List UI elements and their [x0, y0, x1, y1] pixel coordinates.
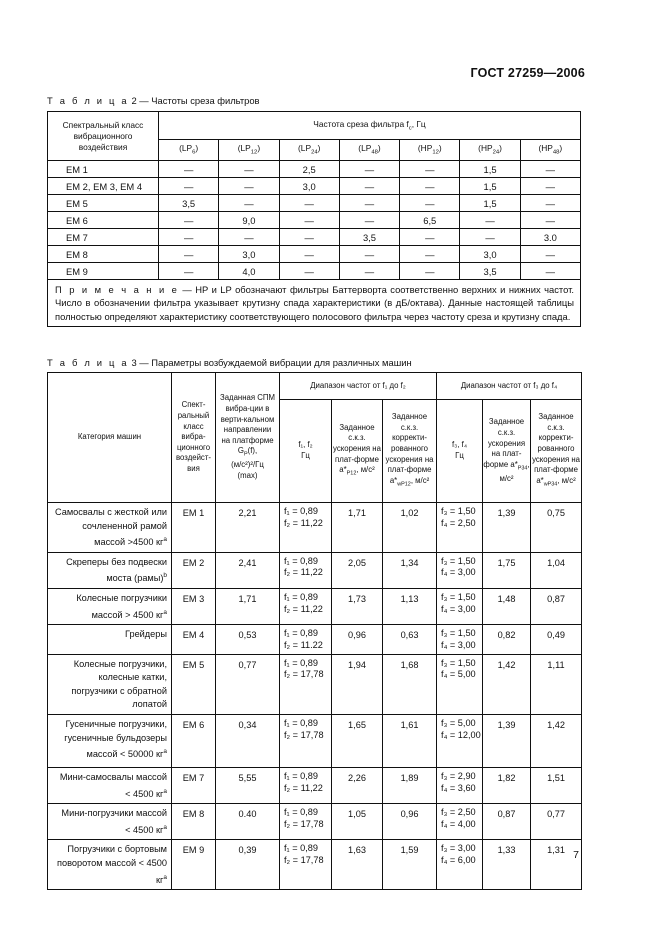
- aw12-cell: 0,96: [383, 804, 437, 840]
- value-cell: —: [279, 212, 339, 229]
- f12-cell: f₁ = 0,89 f₂ = 17,78: [280, 840, 332, 890]
- filter-header: $(LP_{48})$: [339, 139, 399, 160]
- a12-cell: 1,05: [332, 804, 383, 840]
- spm-cell: 5,55: [216, 767, 280, 803]
- table3-caption: [47, 357, 412, 368]
- value-cell: 1,5: [460, 178, 520, 195]
- class-cell: EM 6: [48, 212, 159, 229]
- aw34-cell: 0,49: [531, 625, 582, 654]
- value-cell: 2,5: [279, 161, 339, 178]
- filter-header: $(LP_{12})$: [219, 139, 279, 160]
- value-cell: —: [159, 212, 219, 229]
- table2-caption: [47, 95, 260, 106]
- class-cell: EM 4: [172, 625, 216, 654]
- value-cell: —: [279, 229, 339, 246]
- header-category: Категория машин: [48, 373, 172, 503]
- aw34-cell: 1,31: [531, 840, 582, 890]
- value-cell: —: [520, 246, 580, 263]
- class-cell: EM 2, EM 3, EM 4: [48, 178, 159, 195]
- filter-header: $(LP_6)$: [159, 139, 219, 160]
- header-f34: f₃, f₄ Гц: [437, 400, 483, 503]
- a34-cell: 1,39: [483, 714, 531, 767]
- spm-cell: 0,77: [216, 654, 280, 714]
- value-cell: —: [339, 246, 399, 263]
- value-cell: —: [520, 161, 580, 178]
- class-cell: EM 5: [172, 654, 216, 714]
- table-row: [48, 552, 582, 588]
- spm-cell: 2,41: [216, 552, 280, 588]
- value-cell: —: [159, 161, 219, 178]
- spm-cell: 0,53: [216, 625, 280, 654]
- category-cell: Скреперы без подвески моста (рамы)$^b$: [48, 552, 172, 588]
- value-cell: —: [400, 161, 460, 178]
- aw12-cell: 1,13: [383, 589, 437, 625]
- a34-cell: 0,87: [483, 804, 531, 840]
- aw12-cell: 1,34: [383, 552, 437, 588]
- value-cell: 3,0: [279, 178, 339, 195]
- table2-caption-text: 2 — Частоты среза фильтров: [131, 95, 260, 106]
- a34-cell: 1,33: [483, 840, 531, 890]
- f34-cell: f₃ = 5,00 f₄ = 12,00: [437, 714, 483, 767]
- value-cell: 3,5: [460, 263, 520, 280]
- value-cell: —: [520, 195, 580, 212]
- a34-cell: 0,82: [483, 625, 531, 654]
- f12-cell: f₁ = 0,89 f₂ = 11,22: [280, 503, 332, 553]
- f12-cell: f₁ = 0,89 f₂ = 11,22: [280, 589, 332, 625]
- table-row: [48, 714, 582, 767]
- value-cell: —: [400, 195, 460, 212]
- value-cell: 3,5: [159, 195, 219, 212]
- a12-cell: 2,05: [332, 552, 383, 588]
- value-cell: —: [520, 212, 580, 229]
- aw12-cell: 1,59: [383, 840, 437, 890]
- table-row: [48, 804, 582, 840]
- header-spm: Заданная СПМ вибра-ции в верти-кальном направлении на платформе $G_P(f)$, (м/с²)²/Гц (max): [216, 373, 280, 503]
- value-cell: —: [400, 246, 460, 263]
- a12-cell: 1,73: [332, 589, 383, 625]
- table3-caption-text: 3 — Параметры возбуждаемой вибрации для различных машин: [131, 357, 412, 368]
- category-cell: Колесные погрузчики, колесные катки, погрузчики с обратной лопатой: [48, 654, 172, 714]
- aw34-cell: 0,75: [531, 503, 582, 553]
- value-cell: —: [520, 178, 580, 195]
- value-cell: —: [159, 246, 219, 263]
- value-cell: —: [159, 263, 219, 280]
- table-row: [48, 840, 582, 890]
- a12-cell: 1,94: [332, 654, 383, 714]
- category-cell: Грейдеры: [48, 625, 172, 654]
- value-cell: —: [400, 229, 460, 246]
- class-cell: EM 5: [48, 195, 159, 212]
- table3-caption-label: Т а б л и ц а: [47, 357, 129, 368]
- class-cell: EM 2: [172, 552, 216, 588]
- header-a-wp12: Заданное с.к.з. корректи-рованного ускорения на плат-форме $a*_{wP12}$, м/с²: [383, 400, 437, 503]
- a12-cell: 1,63: [332, 840, 383, 890]
- category-cell: Колесные погрузчики массой > 4500 $кг^а$: [48, 589, 172, 625]
- spm-cell: 0,34: [216, 714, 280, 767]
- value-cell: 1,5: [460, 161, 520, 178]
- table-row: [48, 654, 582, 714]
- class-cell: EM 9: [172, 840, 216, 890]
- header-class: Спект-ральный класс вибра-ционного воздейст-вия: [172, 373, 216, 503]
- aw12-cell: 0,63: [383, 625, 437, 654]
- value-cell: —: [460, 212, 520, 229]
- class-cell: EM 3: [172, 589, 216, 625]
- value-cell: —: [219, 195, 279, 212]
- f34-cell: f₃ = 2,50 f₄ = 4,00: [437, 804, 483, 840]
- value-cell: —: [339, 263, 399, 280]
- class-cell: EM 6: [172, 714, 216, 767]
- a34-cell: 1,42: [483, 654, 531, 714]
- value-cell: 3,0: [219, 246, 279, 263]
- a12-cell: 1,71: [332, 503, 383, 553]
- filter-header: $(LP_{24})$: [279, 139, 339, 160]
- a34-cell: 1,48: [483, 589, 531, 625]
- a34-cell: 1,82: [483, 767, 531, 803]
- table2-caption-label: Т а б л и ц а: [47, 95, 129, 106]
- category-cell: Самосвалы с жесткой или сочлененной рамой массой >4500 $кг^а$: [48, 503, 172, 553]
- value-cell: 3,0: [460, 246, 520, 263]
- filter-cutoff-table: [47, 111, 581, 327]
- class-cell: EM 1: [172, 503, 216, 553]
- f12-cell: f₁ = 0,89 f₂ = 17,78: [280, 654, 332, 714]
- f34-cell: f₃ = 1,50 f₄ = 3,00: [437, 589, 483, 625]
- f34-cell: f₃ = 1,50 f₄ = 3,00: [437, 552, 483, 588]
- aw34-cell: 1,04: [531, 552, 582, 588]
- filter-header: $(HP_{12})$: [400, 139, 460, 160]
- table2-note: П р и м е ч а н и е — HP и LP обозначают фильтры Баттерворта соответственно верхних и нижних частот. Число в обозначении фильтра указывает крутизну спада характеристики (в дБ/октава). Данные настоящей таблицы полностью определяют характеристику соответствующего полосового фильтра через частоту среза и крутизну спада.: [48, 280, 581, 327]
- class-cell: EM 8: [172, 804, 216, 840]
- f12-cell: f₁ = 0,89 f₂ = 11,22: [280, 767, 332, 803]
- class-cell: EM 8: [48, 246, 159, 263]
- aw12-cell: 1,61: [383, 714, 437, 767]
- class-cell: EM 7: [48, 229, 159, 246]
- category-cell: Мини-самосвалы массой < 4500 $кг^а$: [48, 767, 172, 803]
- table-row: [48, 767, 582, 803]
- value-cell: 1,5: [460, 195, 520, 212]
- class-cell: EM 1: [48, 161, 159, 178]
- aw12-cell: 1,89: [383, 767, 437, 803]
- f34-cell: f₃ = 1,50 f₄ = 2,50: [437, 503, 483, 553]
- header-f12: f₁, f₂ Гц: [280, 400, 332, 503]
- header-range-12: Диапазон частот от f₁ до f₂: [280, 373, 437, 400]
- value-cell: —: [279, 195, 339, 212]
- aw34-cell: 1,11: [531, 654, 582, 714]
- table-row: [48, 212, 581, 229]
- f12-cell: f₁ = 0,89 f₂ = 11.22: [280, 625, 332, 654]
- category-cell: Мини-погрузчики массой < 4500 $кг^а$: [48, 804, 172, 840]
- class-cell: EM 7: [172, 767, 216, 803]
- table2-class-header: Спектральный класс вибрационного воздействия: [48, 112, 159, 161]
- table-row: [48, 589, 582, 625]
- value-cell: —: [339, 212, 399, 229]
- value-cell: 9,0: [219, 212, 279, 229]
- table-row: [48, 178, 581, 195]
- aw34-cell: 0,77: [531, 804, 582, 840]
- page-number: 7: [573, 849, 579, 861]
- table-row: [48, 246, 581, 263]
- value-cell: —: [400, 263, 460, 280]
- value-cell: —: [279, 263, 339, 280]
- value-cell: —: [219, 178, 279, 195]
- value-cell: 6,5: [400, 212, 460, 229]
- class-cell: EM 9: [48, 263, 159, 280]
- a12-cell: 1,65: [332, 714, 383, 767]
- category-cell: Погрузчики с бортовым поворотом массой < 4500 $кг^а$: [48, 840, 172, 890]
- value-cell: —: [219, 161, 279, 178]
- value-cell: —: [460, 229, 520, 246]
- header-range-34: Диапазон частот от f₃ до f₄: [437, 373, 582, 400]
- value-cell: —: [219, 229, 279, 246]
- table-row: [48, 229, 581, 246]
- a12-cell: 2,26: [332, 767, 383, 803]
- table-row: [48, 503, 582, 553]
- value-cell: —: [339, 195, 399, 212]
- a34-cell: 1,75: [483, 552, 531, 588]
- value-cell: —: [400, 178, 460, 195]
- document-id: ГОСТ 27259—2006: [470, 66, 585, 80]
- header-a-p12: Заданное с.к.з. ускорения на плат-форме $a*_{P12}$, м/с²: [332, 400, 383, 503]
- spm-cell: 1,71: [216, 589, 280, 625]
- value-cell: —: [279, 246, 339, 263]
- aw34-cell: 1,51: [531, 767, 582, 803]
- category-cell: Гусеничные погрузчики, гусеничные бульдозеры массой < 50000 $кг^а$: [48, 714, 172, 767]
- spm-cell: 0.40: [216, 804, 280, 840]
- a34-cell: 1,39: [483, 503, 531, 553]
- value-cell: —: [159, 178, 219, 195]
- aw34-cell: 1,42: [531, 714, 582, 767]
- f12-cell: f₁ = 0,89 f₂ = 17,78: [280, 804, 332, 840]
- value-cell: 3.0: [520, 229, 580, 246]
- value-cell: —: [339, 178, 399, 195]
- spm-cell: 2,21: [216, 503, 280, 553]
- value-cell: —: [520, 263, 580, 280]
- table-row: [48, 263, 581, 280]
- value-cell: —: [339, 161, 399, 178]
- f34-cell: f₃ = 1,50 f₄ = 3,00: [437, 625, 483, 654]
- spm-cell: 0,39: [216, 840, 280, 890]
- table2-frequency-header: Частота среза фильтра $f_c$, Гц: [159, 112, 581, 140]
- value-cell: —: [159, 229, 219, 246]
- table-row: [48, 161, 581, 178]
- header-a-wp34: Заданное с.к.з. корректи-рованного ускорения на плат-форме $a*_{wP34}$, м/с²: [531, 400, 582, 503]
- aw12-cell: 1,02: [383, 503, 437, 553]
- filter-header: $(HP_{48})$: [520, 139, 580, 160]
- value-cell: 3,5: [339, 229, 399, 246]
- machine-vibration-table: [47, 372, 582, 890]
- aw12-cell: 1,68: [383, 654, 437, 714]
- a12-cell: 0,96: [332, 625, 383, 654]
- f34-cell: f₃ = 2,90 f₄ = 3,60: [437, 767, 483, 803]
- filter-header: $(HP_{24})$: [460, 139, 520, 160]
- table-row: [48, 195, 581, 212]
- f34-cell: f₃ = 1,50 f₄ = 5,00: [437, 654, 483, 714]
- value-cell: 4,0: [219, 263, 279, 280]
- f34-cell: f₃ = 3,00 f₄ = 6,00: [437, 840, 483, 890]
- table-row: [48, 625, 582, 654]
- aw34-cell: 0,87: [531, 589, 582, 625]
- f12-cell: f₁ = 0,89 f₂ = 17,78: [280, 714, 332, 767]
- f12-cell: f₁ = 0,89 f₂ = 11,22: [280, 552, 332, 588]
- header-a-p34: Заданное с.к.з. ускорения на плат-форме $a*_{P34}$, м/с²: [483, 400, 531, 503]
